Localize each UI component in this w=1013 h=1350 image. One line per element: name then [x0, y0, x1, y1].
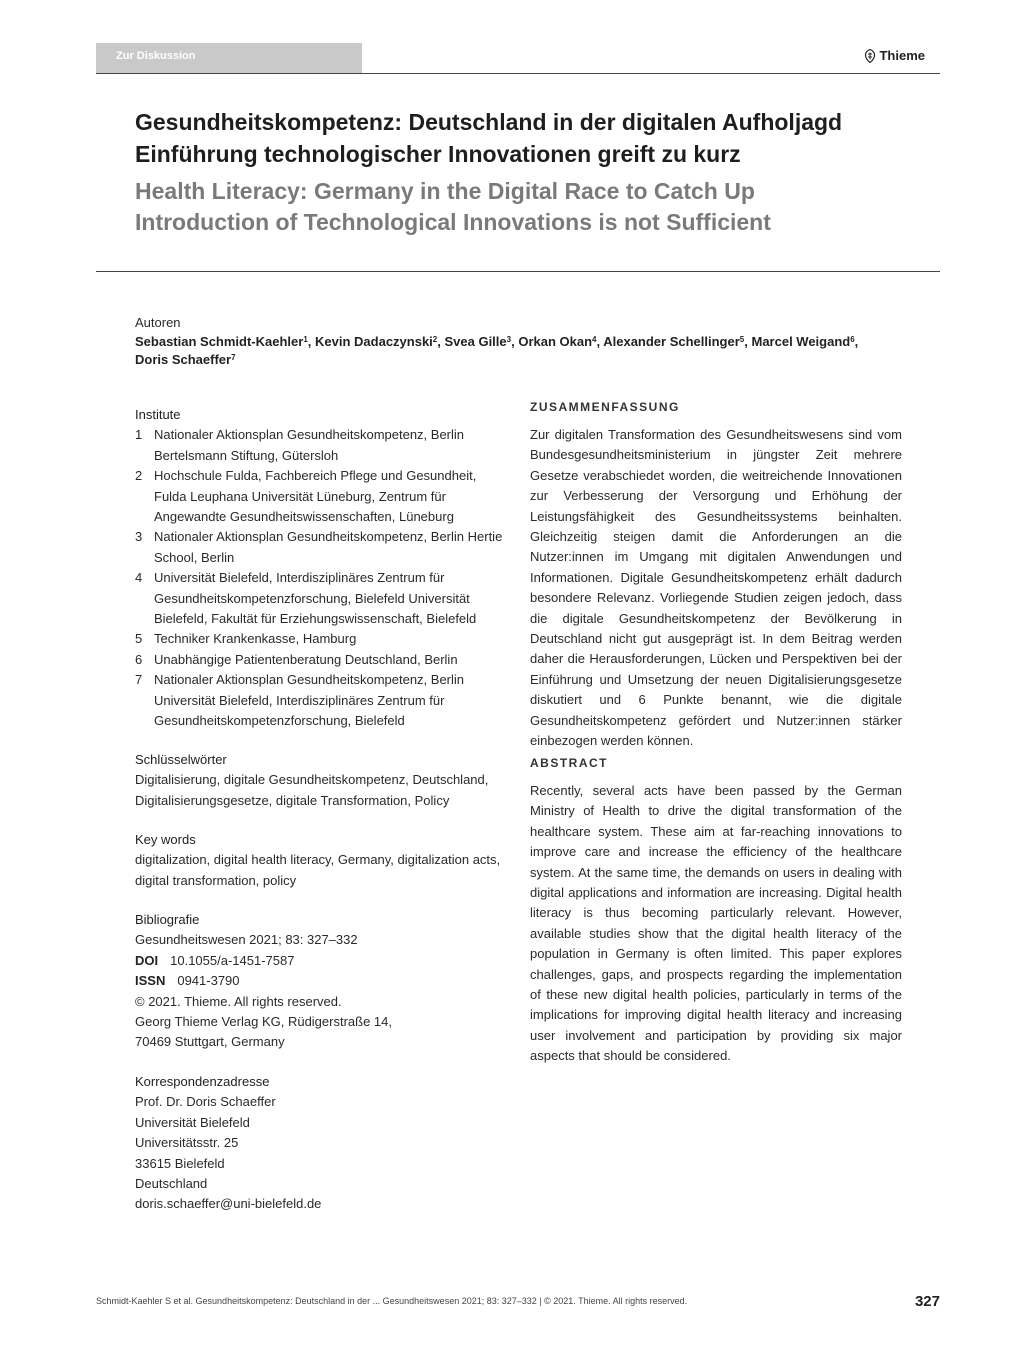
institute-text: Hochschule Fulda, Fachbereich Pflege und Gesundheit, Fulda Leuphana Universität Lüneburg, Zentrum für Angewandte Gesundheitswissenschaften, Lüneburg [154, 468, 477, 525]
title-english-line2: Introduction of Technological Innovations is not Sufficient [135, 209, 771, 235]
schluesselwoerter-block [135, 750, 510, 811]
korr-line-city: 33615 Bielefeld [135, 1155, 225, 1171]
institutes-label: Institute [135, 407, 181, 422]
title-english [135, 176, 925, 238]
korrespondenz-block [135, 1072, 510, 1215]
title-rule [96, 271, 940, 272]
page-number: 327 [914, 1293, 940, 1310]
institute-number: 4 [135, 570, 143, 586]
institute-item [135, 527, 510, 568]
institute-number: 7 [135, 672, 143, 688]
bib-journal: Gesundheitswesen 2021; 83: 327–332 [135, 932, 358, 948]
institute-number: 5 [135, 631, 143, 647]
author-affiliation-number: 3 [506, 335, 512, 344]
author-separator: , [854, 334, 859, 349]
author-name: Marcel Weigand [751, 334, 851, 349]
korr-line-institution: Universität Bielefeld [135, 1114, 250, 1130]
issn-label: ISSN [135, 973, 166, 989]
zusammenfassung-heading: ZUSAMMENFASSUNG [530, 400, 680, 414]
bib-city: 70469 Stuttgart, Germany [135, 1034, 285, 1050]
bibliografie-block [135, 910, 510, 1053]
institute-item [135, 466, 510, 527]
author-entry [444, 334, 518, 349]
keywords-text: digitalization, digital health literacy, Germany, digitalization acts, digital transformation, policy [135, 852, 501, 888]
institute-item [135, 650, 510, 670]
institute-text: Techniker Krankenkasse, Hamburg [154, 631, 357, 647]
institute-text: Nationaler Aktionsplan Gesundheitskompetenz, Berlin Universität Bielefeld, Interdisziplinäres Zentrum für Gesundheitskompetenzforschung, Bielefeld [154, 672, 465, 729]
korrespondenz-label: Korrespondenzadresse [135, 1074, 270, 1089]
author-entry [315, 334, 444, 349]
korr-line-name: Prof. Dr. Doris Schaeffer [135, 1094, 276, 1110]
author-entry [518, 334, 603, 349]
brand-name: Thieme [879, 48, 925, 63]
institute-item [135, 425, 510, 466]
author-list [135, 333, 915, 369]
title-english-line1: Health Literacy: Germany in the Digital Race to Catch Up [135, 178, 755, 204]
author-entry [135, 334, 315, 349]
title-german-line1: Gesundheitskompetenz: Deutschland in der digitalen Aufholjagd [135, 109, 843, 135]
publisher-brand [864, 48, 925, 63]
author-affiliation-number: 1 [303, 335, 308, 344]
schluesselwoerter-label: Schlüsselwörter [135, 752, 227, 767]
institute-number: 1 [135, 427, 143, 443]
bib-doi-line [135, 951, 510, 971]
section-tag: Zur Diskussion [96, 43, 362, 74]
institute-item [135, 629, 510, 649]
abstract-text: Recently, several acts have been passed by the German Ministry of Health to drive the digital transformation of the healthcare system. These aim at far-reaching innovations to improve care and increase the efficiency of the healthcare system. At the same time, the demands on users in dealing with digital applications and information are increasing. Digital health literacy is thus becoming particularly relevant. However, available studies show that the digital health literacy of the population in Germany is often limited. This paper explores challenges, gaps, and prospects regarding the implementation of these new digital health policies, particularly in terms of the implications for improving digital health literacy and increasing user involvement and participation by providing six major aspects that should be considered. [530, 783, 902, 1064]
author-name: Kevin Dadaczynski [315, 334, 433, 349]
title-german [135, 106, 925, 170]
institute-number: 2 [135, 468, 143, 484]
bib-copyright: © 2021. Thieme. All rights reserved. [135, 993, 342, 1009]
institute-number: 6 [135, 651, 143, 667]
author-entry [603, 334, 751, 349]
title-german-line2: Einführung technologischer Innovationen greift zu kurz [135, 141, 741, 167]
author-entry [135, 352, 236, 367]
author-separator: , [596, 334, 604, 349]
institute-text: Nationaler Aktionsplan Gesundheitskompetenz, Berlin Bertelsmann Stiftung, Gütersloh [154, 427, 465, 463]
keywords-block [135, 830, 510, 891]
zusammenfassung-text: Zur digitalen Transformation des Gesundheitswesens sind vom Bundesgesundheitsministerium in jüngster Zeit mehrere Gesetze verabschiedet worden, die weitreichende Innovationen zur Verbesserung der Versorgung und Erhöhung der Leistungsfähigkeit des Gesundheitssystems beinhalten. Gleichzeitig steigen damit die Anforderungen an die Nutzer:innen im Umgang mit digitalen Anwendungen und Informationen. Digitale Gesundheitskompetenz erhält dadurch besondere Relevanz. Vorliegende Studien zeigen jedoch, dass die digitale Gesundheitskompetenz der Bevölkerung in Deutschland nicht gut ausgeprägt ist. In dem Beitrag werden daher die Herausforderungen, Lücken und Perspektiven bei der Einführung und Umsetzung der neuen Digitalisierungsgesetze diskutiert und 6 Punkte benannt, wie die digitale Gesundheitskompetenz gefördert und Nutzer:innen stärker einbezogen werden können. [530, 427, 902, 749]
abstract-heading: ABSTRACT [530, 756, 608, 770]
bib-issn-line [135, 971, 510, 991]
author-entry [751, 334, 858, 349]
institute-item [135, 670, 510, 731]
doi-label: DOI [135, 952, 159, 968]
korr-email-link[interactable]: doris.schaeffer@uni-bielefeld.de [135, 1196, 322, 1212]
korr-line-country: Deutschland [135, 1176, 208, 1192]
author-separator: , [307, 334, 316, 349]
institute-text: Universität Bielefeld, Interdisziplinäres Zentrum für Gesundheitskompetenzforschung, Bielefeld Universität Bielefeld, Fakultät für Erziehungswissenschaft, Bielefeld [154, 570, 477, 627]
institute-text: Nationaler Aktionsplan Gesundheitskompetenz, Berlin Hertie School, Berlin [154, 529, 503, 565]
issn-value: 0941-3790 [177, 973, 240, 989]
author-name: Doris Schaeffer [135, 352, 232, 367]
author-name: Sebastian Schmidt-Kaehler [135, 334, 304, 349]
thieme-logo-icon [864, 49, 876, 63]
institutes-block [135, 405, 510, 732]
author-affiliation-number: 5 [739, 335, 745, 344]
author-name: Alexander Schellinger [603, 334, 740, 349]
institutes-list [135, 425, 510, 731]
doi-value[interactable]: 10.1055/a-1451-7587 [170, 952, 295, 968]
author-affiliation-number: 2 [432, 335, 438, 344]
author-name: Svea Gille [444, 334, 507, 349]
author-affiliation-number: 6 [850, 335, 855, 344]
institute-number: 3 [135, 529, 143, 545]
author-separator: , [437, 334, 445, 349]
author-name: Orkan Okan [518, 334, 593, 349]
keywords-label: Key words [135, 832, 196, 847]
institute-text: Unabhängige Patientenberatung Deutschland, Berlin [154, 651, 458, 667]
bibliografie-label: Bibliografie [135, 912, 200, 927]
author-separator: , [744, 334, 752, 349]
institute-item [135, 568, 510, 629]
author-affiliation-number: 4 [592, 335, 597, 344]
header-rule [96, 73, 940, 74]
authors-label: Autoren [135, 315, 181, 330]
author-separator: , [511, 334, 519, 349]
schluesselwoerter-text: Digitalisierung, digitale Gesundheitskompetenz, Deutschland, Digitalisierungsgesetze, digitale Transformation, Policy [135, 772, 489, 808]
footer-citation: Schmidt-Kaehler S et al. Gesundheitskompetenz: Deutschland in der ... Gesundheitswesen 2021; 83: 327–332 | © 2021. Thieme. All rights reserved. [96, 1296, 688, 1306]
korr-line-street: Universitätsstr. 25 [135, 1135, 239, 1151]
bib-publisher: Georg Thieme Verlag KG, Rüdigerstraße 14, [135, 1014, 392, 1030]
author-affiliation-number: 7 [231, 353, 236, 362]
